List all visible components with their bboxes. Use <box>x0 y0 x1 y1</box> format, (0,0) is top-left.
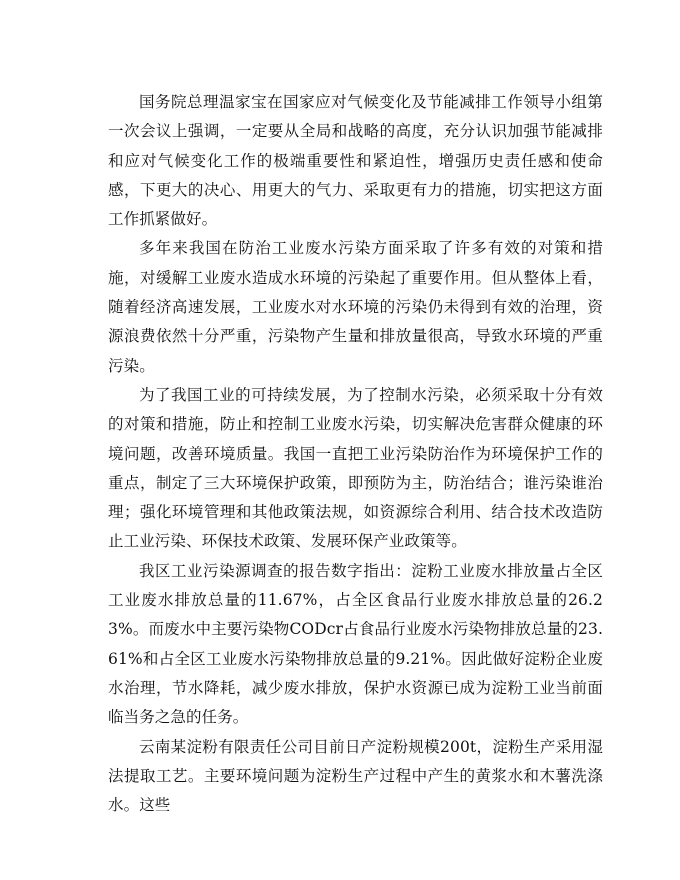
document-body <box>108 88 603 820</box>
paragraph-1: 国务院总理温家宝在国家应对气候变化及节能减排工作领导小组第一次会议上强调，一定要从全局和战略的高度，充分认识加强节能减排和应对气候变化工作的极端重要性和紧迫性，增强历史责任感和使命感，下更大的决心、用更大的气力、采取更有力的措施，切实把这方面工作抓紧做好。 <box>108 93 603 229</box>
paragraph-3: 为了我国工业的可持续发展，为了控制水污染，必须采取十分有效的对策和措施，防止和控制工业废水污染，切实解决危害群众健康的环境问题，改善环境质量。我国一直把工业污染防治作为环境保护工作的重点，制定了三大环境保护政策，即预防为主，防治结合；谁污染谁治理；强化环境管理和其他政策法规，如资源综合利用、结合技术改造防止工业污染、环保技术政策、发展环保产业政策等。 <box>108 385 603 551</box>
paragraph-5: 云南某淀粉有限责任公司目前日产淀粉规模200t，淀粉生产采用湿法提取工艺。主要环境问题为淀粉生产过程中产生的黄浆水和木薯洗涤水。这些 <box>108 737 603 815</box>
paragraph-4: 我区工业污染源调查的报告数字指出：淀粉工业废水排放量占全区工业废水排放总量的11.67%，占全区食品行业废水排放总量的26.23%。而废水中主要污染物CODcr占食品行业废水污染物排放总量的23.61%和占全区工业废水污染物排放总量的9.21%。因此做好淀粉企业废水治理，节水降耗，减少废水排放，保护水资源已成为淀粉工业当前面临当务之急的任务。 <box>108 561 603 727</box>
paragraph-2: 多年来我国在防治工业废水污染方面采取了许多有效的对策和措施，对缓解工业废水造成水环境的污染起了重要作用。但从整体上看，随着经济高速发展，工业废水对水环境的污染仍未得到有效的治理，资源浪费依然十分严重，污染物产生量和排放量很高，导致水环境的严重污染。 <box>108 239 603 375</box>
